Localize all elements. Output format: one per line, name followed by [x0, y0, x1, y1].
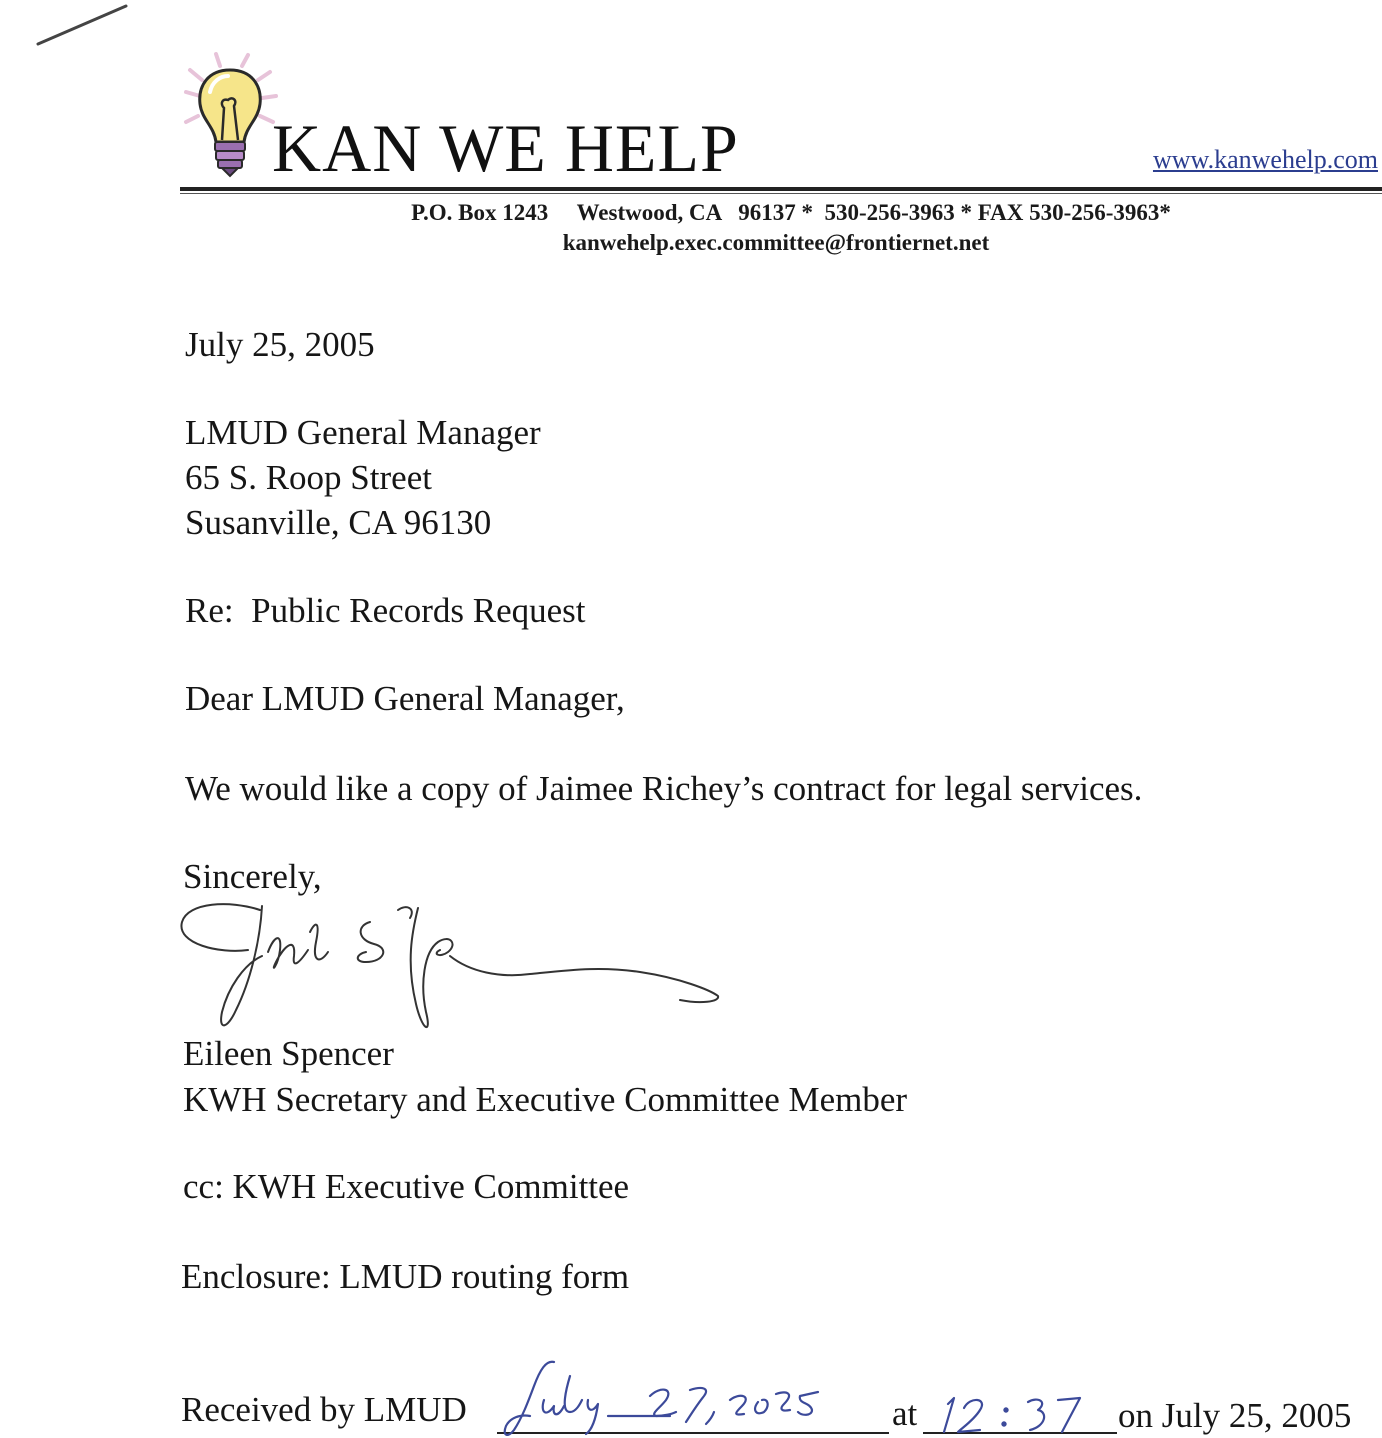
- contact-address: P.O. Box 1243 Westwood, CA 96137 * 530-256-3963 * FAX 530-256-3963*: [411, 200, 1171, 225]
- enclosure-line: Enclosure: LMUD routing form: [181, 1257, 630, 1296]
- handwritten-received-date: [500, 1356, 830, 1438]
- body-paragraph: We would like a copy of Jaimee Richey’s contract for legal services.: [185, 769, 1143, 808]
- subject-line: Re: Public Records Request: [185, 591, 586, 630]
- letterhead-divider-thin: [180, 193, 1382, 194]
- cc-line: cc: KWH Executive Committee: [183, 1167, 630, 1206]
- lightbulb-logo-icon: [180, 52, 280, 180]
- handwritten-signature: [170, 892, 730, 1052]
- contact-email: kanwehelp.exec.committee@frontiernet.net: [562, 230, 990, 255]
- website-link[interactable]: www.kanwehelp.com: [1152, 145, 1378, 174]
- signer-name: Eileen Spencer: [183, 1034, 394, 1073]
- received-label: Received by LMUD: [181, 1390, 467, 1429]
- organization-name: KAN WE HELP: [272, 110, 739, 186]
- closing: Sincerely,: [183, 857, 322, 896]
- letter-date: July 25, 2005: [185, 325, 375, 364]
- received-on-label: on July 25, 2005: [1118, 1396, 1352, 1435]
- signer-title: KWH Secretary and Executive Committee Member: [183, 1080, 908, 1119]
- stray-pen-mark: [30, 0, 140, 55]
- received-at-label: at: [892, 1394, 918, 1433]
- recipient-city: Susanville, CA 96130: [185, 503, 492, 542]
- letterhead-divider: [180, 187, 1382, 191]
- handwritten-received-time: [930, 1390, 1100, 1436]
- salutation: Dear LMUD General Manager,: [185, 679, 625, 718]
- recipient-title: LMUD General Manager: [185, 413, 541, 452]
- recipient-street: 65 S. Roop Street: [185, 458, 432, 497]
